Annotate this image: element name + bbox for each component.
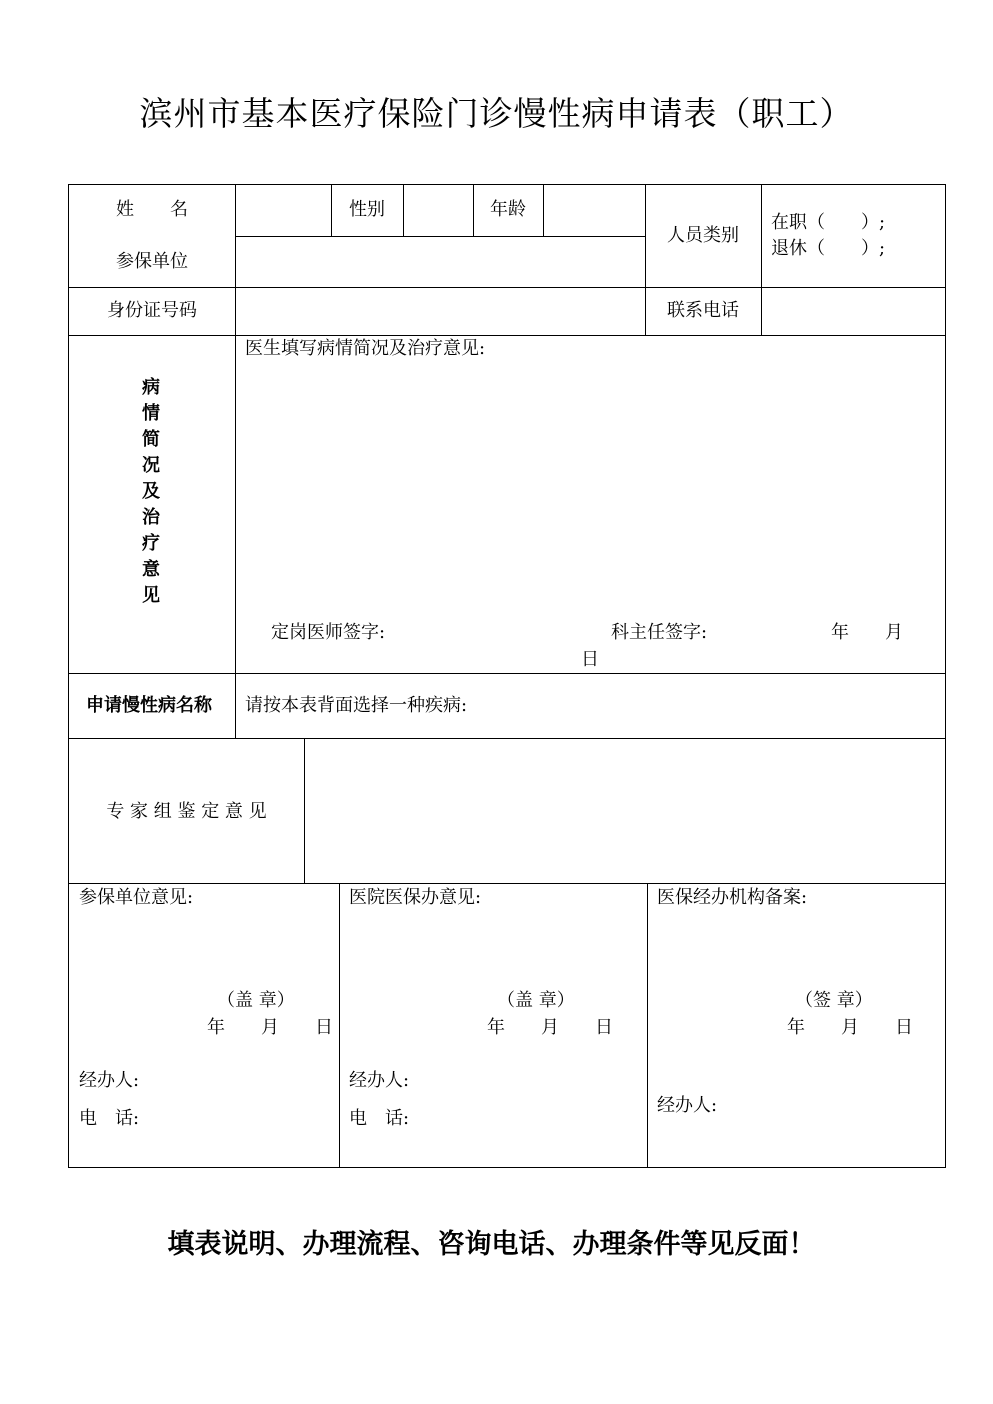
- director-signature-label: 科主任签字:: [611, 622, 708, 643]
- phone-label: 联系电话: [667, 300, 739, 321]
- hospital-phone: 电 话:: [349, 1108, 410, 1129]
- condition-label-char: 疗: [142, 533, 160, 554]
- condition-label-char: 况: [142, 455, 160, 476]
- employer-opinion-label: 参保单位意见:: [79, 887, 194, 908]
- id-number-label: 身份证号码: [107, 300, 197, 321]
- hospital-handler: 经办人:: [349, 1070, 410, 1091]
- col-divider: [235, 185, 236, 673]
- col-divider: [647, 883, 648, 1168]
- date-day: 日: [581, 649, 599, 670]
- col-divider: [339, 883, 340, 1168]
- row-divider: [69, 883, 945, 884]
- employer-label: 参保单位: [116, 251, 188, 272]
- application-form: [68, 184, 946, 1168]
- page-title: 滨州市基本医疗保险门诊慢性病申请表（职工）: [139, 94, 854, 133]
- date-year-month: 年 月: [831, 622, 903, 643]
- row-divider: [69, 287, 945, 288]
- condition-label-char: 病: [142, 377, 160, 398]
- employer-seal: （盖 章）: [217, 990, 295, 1011]
- condition-label-char: 情: [142, 403, 160, 424]
- person-type-label: 人员类别: [667, 225, 739, 246]
- hospital-opinion-label: 医院医保办意见:: [349, 887, 482, 908]
- gender-label: 性别: [349, 199, 385, 220]
- row-divider: [69, 673, 945, 674]
- in-service-option: 在职（ ）;: [771, 212, 886, 233]
- hospital-seal: （盖 章）: [497, 990, 575, 1011]
- employer-handler: 经办人:: [79, 1070, 140, 1091]
- agency-handler: 经办人:: [657, 1095, 718, 1116]
- col-divider: [403, 185, 404, 236]
- col-divider: [543, 185, 544, 236]
- row-divider: [69, 738, 945, 739]
- col-divider: [235, 673, 236, 738]
- condition-label-char: 简: [142, 429, 160, 450]
- agency-sign-seal: （签 章）: [795, 990, 873, 1011]
- agency-date: 年 月 日: [787, 1017, 913, 1038]
- condition-label-char: 见: [142, 585, 160, 606]
- condition-label: [133, 375, 169, 609]
- row-divider: [69, 335, 945, 336]
- row-divider: [235, 236, 645, 237]
- name-label: 姓 名: [116, 199, 188, 220]
- doctor-signature-label: 定岗医师签字:: [271, 622, 386, 643]
- col-divider: [761, 185, 762, 335]
- footer-note: 填表说明、办理流程、咨询电话、办理条件等见反面！: [167, 1229, 816, 1260]
- disease-name-label: 申请慢性病名称: [86, 695, 212, 716]
- doctor-prompt: 医生填写病情简况及治疗意见:: [245, 338, 486, 359]
- disease-prompt: 请按本表背面选择一种疾病:: [245, 695, 468, 716]
- age-label: 年龄: [490, 199, 526, 220]
- col-divider: [304, 738, 305, 883]
- condition-label-char: 意: [142, 559, 160, 580]
- expert-opinion-label: 专 家 组 鉴 定 意 见: [106, 801, 267, 822]
- agency-filing-label: 医保经办机构备案:: [657, 887, 808, 908]
- employer-date: 年 月 日: [207, 1017, 333, 1038]
- retired-option: 退休（ ）;: [771, 238, 886, 259]
- hospital-date: 年 月 日: [487, 1017, 613, 1038]
- condition-label-char: 及: [142, 481, 160, 502]
- condition-label-char: 治: [142, 507, 160, 528]
- employer-phone: 电 话:: [79, 1108, 140, 1129]
